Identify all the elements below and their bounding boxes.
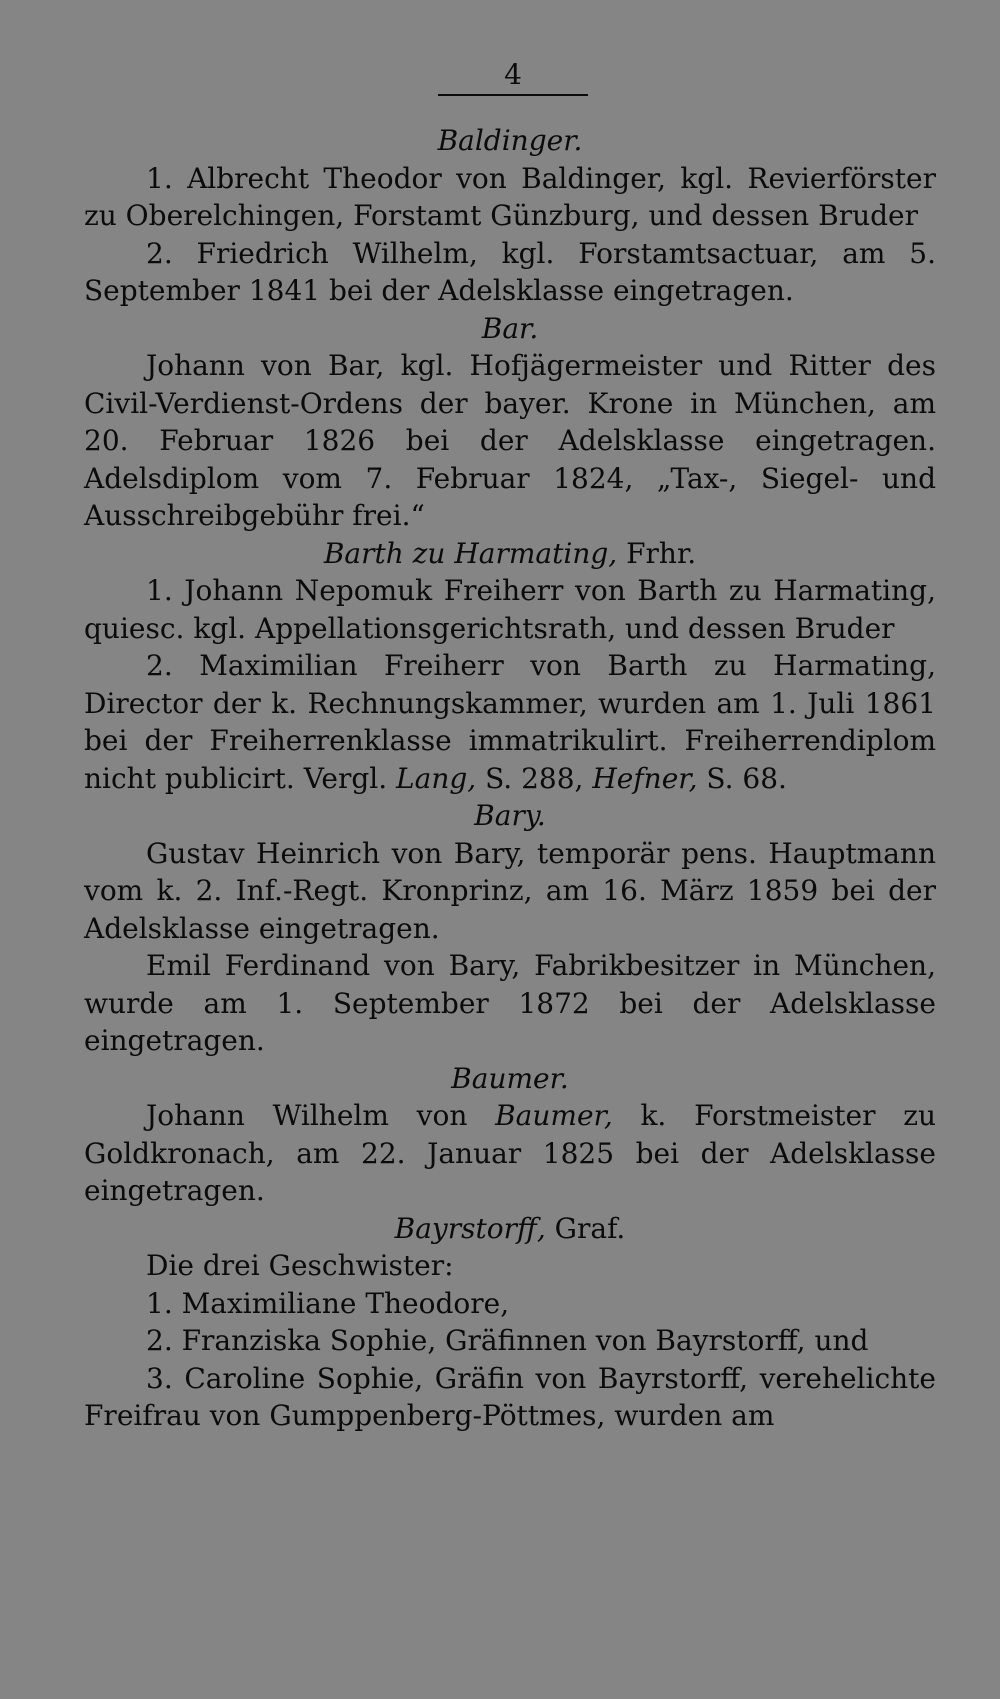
paragraph: 2. Franziska Sophie, Gräfinnen von Bayrstorff, und [146,1324,869,1357]
paragraph [84,1097,936,1210]
paragraph: Johann von Bar, kgl. Hofjägermeister und Ritter des Civil-Verdienst-Ordens der bayer. Krone in München, am 20. Februar 1826 bei der Adelsklasse eingetragen. Adelsdiplom vom 7. Februar 1824, „Tax-, Siegel- und Ausschreibgebühr frei.“ [84,349,936,532]
heading-baumer: Baumer. [451,1061,569,1095]
ref-lang-page: S. 288, [485,761,584,795]
name-baumer: Baumer, [495,1099,613,1132]
paragraph: 3. Caroline Sophie, Gräfin von Bayrstorff, verehelichte Freifrau von Gumppenberg-Pöttmes, wurden am [84,1361,936,1432]
paragraph: 1. Maximiliane Theodore, [146,1286,510,1320]
heading-bar: Bar. [481,311,539,345]
paragraph-text: Johann Wilhelm von [146,1099,468,1132]
paragraph: Emil Ferdinand von Bary, Fabrikbesitzer in München, wurde am 1. September 1872 bei der Adelsklasse eingetragen. [84,949,936,1057]
heading-bary: Bary. [474,799,546,832]
paragraph: 1. Johann Nepomuk Freiherr von Barth zu Harmating, quiesc. kgl. Appellationsgerichtsrath, und dessen Bruder [84,574,936,645]
page-number: 4 [438,58,588,96]
paragraph: 1. Albrecht Theodor von Baldinger, kgl. Revierförster zu Oberelchingen, Forstamt Günzburg, und dessen Bruder [84,161,936,232]
ref-hefner: Hefner, [592,761,698,795]
ref-lang: Lang, [396,761,477,795]
heading-bayrstorff [84,1210,936,1248]
ref-hefner-page: S. 68. [706,761,787,795]
heading-barth-name: Barth zu Harmating, [323,536,618,570]
paragraph: Die drei Geschwister: [146,1249,454,1282]
heading-bayrstorff-name: Bayrstorff, [394,1211,546,1245]
heading-barth [84,535,936,573]
paragraph-text: k. Forstmeister zu Goldkronach, am 22. Januar 1825 bei der Adelsklasse eingetragen. [84,1099,936,1207]
heading-barth-title: Frhr. [626,536,697,570]
paragraph: Gustav Heinrich von Bary, temporär pens. Hauptmann vom k. 2. Inf.-Regt. Kronprinz, am 16. März 1859 bei der Adelsklasse eingetragen. [84,836,936,945]
heading-bayrstorff-title: Graf. [554,1211,626,1245]
heading-baldinger: Baldinger. [437,124,583,157]
paragraph-text: 2. Maximilian Freiherr von Barth zu Harmating, Director der k. Rechnungskammer, wurden am 1. Juli 1861 bei der Freiherrenklasse immatrikulirt. Freiherrendiplom nicht publicirt. [84,649,936,795]
document-page [84,58,936,1435]
paragraph: 2. Friedrich Wilhelm, kgl. Forstamtsactuar, am 5. September 1841 bei der Adelsklasse eingetragen. [84,236,936,307]
ref-vergl: Vergl. [303,761,388,795]
paragraph [84,647,936,797]
